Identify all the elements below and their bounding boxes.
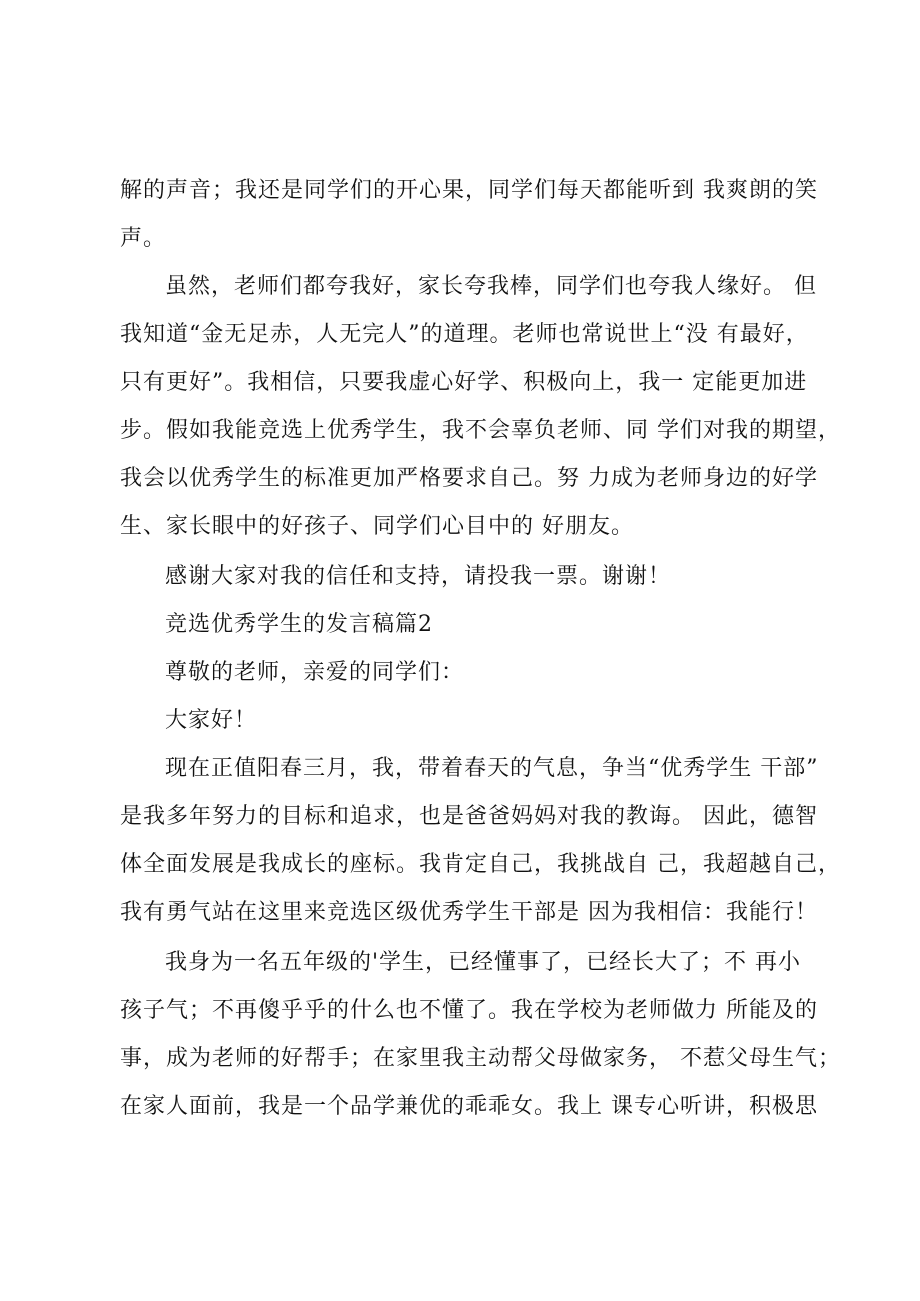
text-line: 我有勇气站在这里来竞选区级优秀学生干部是 因为我相信：我能行！ xyxy=(120,900,818,925)
paragraph-start-line: 虽然，老师们都夸我好，家长夸我棒，同学们也夸我人缘好。 但 xyxy=(165,274,817,299)
greeting: 大家好！ xyxy=(165,708,258,733)
text-line: 只有更好”。我相信，只要我虚心好学、积极向上，我一 定能更加进 xyxy=(120,370,808,395)
text-line: 我知道“金无足赤，人无完人”的道理。老师也常说世上“没 有最好， xyxy=(120,322,809,347)
paragraph-start-line: 我身为一名五年级的'学生，已经懂事了，已经长大了；不 再小 xyxy=(165,950,802,975)
text-line: 事，成为老师的好帮手；在家里我主动帮父母做家务， 不惹父母生气； xyxy=(120,1046,841,1071)
thanks-line: 感谢大家对我的信任和支持，请投我一票。谢谢！ xyxy=(165,564,672,589)
text-line: 步。假如我能竞选上优秀学生，我不会辜负老师、同 学们对我的期望， xyxy=(120,418,841,443)
text-line: 生、家长眼中的好孩子、同学们心目中的 好朋友。 xyxy=(120,514,634,539)
text-line: 是我多年努力的目标和追求，也是爸爸妈妈对我的教诲。 因此，德智 xyxy=(120,804,818,829)
text-line: 解的声音；我还是同学们的开心果，同学们每天都能听到 我爽朗的笑 xyxy=(120,178,818,203)
text-line: 我会以优秀学生的标准更加严格要求自己。努 力成为老师身边的好学 xyxy=(120,466,818,491)
text-line: 体全面发展是我成长的座标。我肯定自己，我挑战自 己，我超越自己， xyxy=(120,852,841,877)
text-line: 在家人面前，我是一个品学兼优的乖乖女。我上 课专心听讲，积极思 xyxy=(120,1094,818,1119)
text-line: 声。 xyxy=(120,226,167,251)
paragraph-start-line: 现在正值阳春三月，我，带着春天的气息，争当“优秀学生 干部” xyxy=(165,756,819,781)
section-title: 竞选优秀学生的发言稿篇2 xyxy=(165,612,433,637)
text-line: 孩子气；不再傻乎乎的什么也不懂了。我在学校为老师做力 所能及的 xyxy=(120,998,818,1023)
salutation: 尊敬的老师，亲爱的同学们： xyxy=(165,660,465,685)
